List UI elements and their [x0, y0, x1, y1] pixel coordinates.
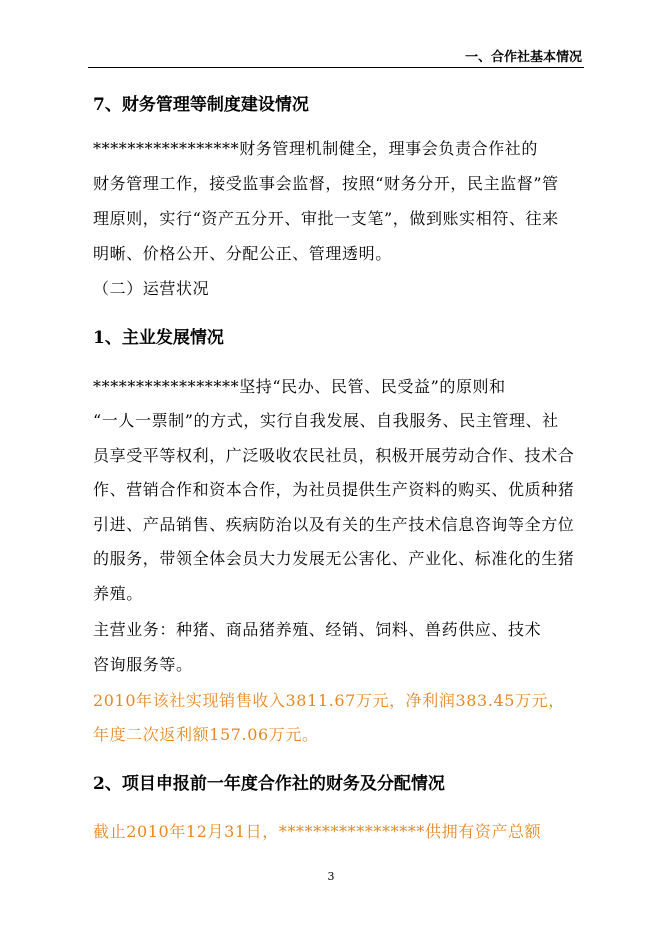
- main-business-line: 主营业务：种猪、商品猪养殖、经销、饲料、兽药供应、技术: [93, 620, 542, 639]
- section-operations: （二）运营状况: [93, 279, 210, 298]
- business-line: 引进、产品销售、疾病防治以及有关的生产技术信息咨询等全方位: [93, 515, 575, 534]
- header-section-title: 一、合作社基本情况: [464, 50, 582, 65]
- main-business-line: 咨询服务等。: [93, 655, 193, 674]
- finance-line: *****************财务管理机制健全，理事会负责合作社的: [93, 139, 539, 158]
- finance-line: 财务管理工作，接受监事会监督，按照“财务分开，民主监督”管: [93, 174, 559, 193]
- status-line: 截止2010年12月31日，*****************供拥有资产总额: [93, 822, 542, 841]
- business-line: 员享受平等权利，广泛吸收农民社员，积极开展劳动合作、技术合: [93, 446, 575, 465]
- business-line: 的服务，带领全体会员大力发展无公害化、产业化、标准化的生猪: [93, 549, 575, 568]
- business-line: 养殖。: [93, 584, 143, 603]
- finance-line: 理原则，实行“资产五分开、审批一支笔”，做到账实相符、往来: [93, 209, 559, 228]
- revenue-line: 2010年该社实现销售收入3811.67万元，净利润383.45万元，: [93, 691, 565, 710]
- heading-finance: 7、财务管理等制度建设情况: [93, 95, 309, 115]
- heading-business: 1、主业发展情况: [93, 328, 224, 348]
- business-line: “一人一票制”的方式，实行自我发展、自我服务、民主管理、社: [93, 411, 559, 430]
- page-number: 3: [327, 870, 335, 883]
- business-line: 作、营销合作和资本合作，为社员提供生产资料的购买、优质种猪: [93, 480, 575, 499]
- revenue-line: 年度二次返利额157.06万元。: [93, 725, 319, 744]
- header-rule: [88, 67, 584, 68]
- finance-line: 明晰、价格公开、分配公正、管理透明。: [93, 244, 392, 263]
- business-line: *****************坚持“民办、民管、民受益”的原则和: [93, 377, 506, 396]
- heading-financial-status: 2、项目申报前一年度合作社的财务及分配情况: [93, 774, 445, 794]
